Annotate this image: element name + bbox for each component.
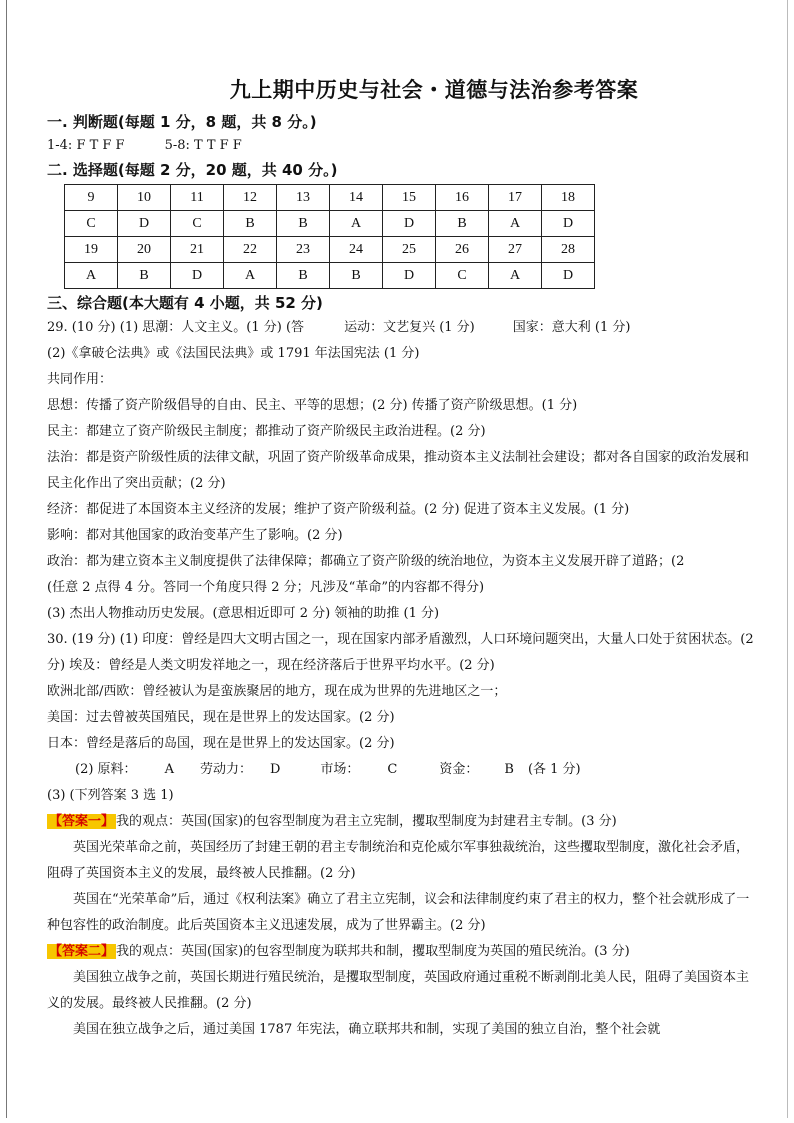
answer-1-tag: 【答案一】 — [49, 814, 115, 829]
answer-2-viewpoint — [47, 939, 761, 965]
answer-cell: A — [489, 263, 542, 289]
page-title: 九上期中历史与社会・道德与法治参考答案 — [229, 78, 639, 102]
question-number-cell: 11 — [171, 185, 224, 211]
q30-line-1: 30. (19 分) (1) 印度：曾经是四大文明古国之一，现在国家内部矛盾激烈，人口环境问题突出，大量人口处于贫困状态。(2 分) 埃及：曾经是人类文明发祥地之一，现在经济落后于世界平均水平。(2 分) — [47, 632, 754, 673]
answer-cell: D — [542, 263, 595, 289]
answer-1-viewpoint-text: 我的观点：英国(国家)的包容型制度为君主立宪制，攫取型制度为封建君主专制。(3 分) — [116, 814, 617, 829]
answer-2-viewpoint-text: 我的观点：英国(国家)的包容型制度为联邦共和制，攫取型制度为英国的殖民统治。(3 分) — [116, 944, 630, 959]
answer-1-paragraph-1: 英国光荣革命之前，英国经历了封建王朝的君主专制统治和克伦威尔军事独裁统治，这些攫取型制度，激化社会矛盾，阻碍了英国资本主义的发展，最终被人民推翻。(2 分) — [47, 840, 750, 881]
question-number-cell: 24 — [330, 237, 383, 263]
q29-line-3: 共同作用： — [47, 372, 113, 387]
q30-line-3: 美国：过去曾被英国殖民，现在是世界上的发达国家。(2 分) — [47, 710, 395, 725]
q30-capital-answer: B — [504, 762, 514, 777]
answer-cell: A — [489, 211, 542, 237]
q30-material-label: (2) 原料： — [75, 762, 137, 777]
question-number-cell: 25 — [383, 237, 436, 263]
section-3-heading: 三、综合题(本大题有 4 小题，共 52 分) — [47, 294, 323, 312]
question-number-cell: 19 — [65, 237, 118, 263]
answers-1-4: 1-4: F T F F — [47, 138, 125, 153]
question-number-cell: 10 — [118, 185, 171, 211]
q30-score-note: (各 1 分) — [527, 762, 581, 777]
question-number-cell: 12 — [224, 185, 277, 211]
answer-cell: D — [118, 211, 171, 237]
q29-line-7: 经济：都促进了本国资本主义经济的发展；维护了资产阶级利益。(2 分) 促进了资本主义发展。(1 分) — [47, 502, 630, 517]
answer-cell: B — [277, 211, 330, 237]
question-number-cell: 16 — [436, 185, 489, 211]
q29-part1-thought: 29. (10 分) (1) 思潮：人文主义。(1 分) (答 — [47, 320, 305, 335]
section-2-heading: 二. 选择题(每题 2 分，20 题，共 40 分。) — [47, 161, 338, 179]
answer-cell: A — [65, 263, 118, 289]
question-number-cell: 27 — [489, 237, 542, 263]
answer-row — [65, 263, 595, 289]
answer-cell: C — [171, 211, 224, 237]
answer-2-paragraph-2: 美国在独立战争之后，通过美国 1787 年宪法，确立联邦共和制，实现了美国的独立自治，整个社会就 — [73, 1022, 661, 1037]
q29-line-8: 影响：都对其他国家的政治变革产生了影响。(2 分) — [47, 528, 343, 543]
answer-cell: B — [330, 263, 383, 289]
question-number-cell: 20 — [118, 237, 171, 263]
q29-line-11: (3) 杰出人物推动历史发展。(意思相近即可 2 分) 领袖的助推 (1 分) — [47, 606, 440, 621]
answer-cell: C — [436, 263, 489, 289]
answers-5-8: 5-8: T T F F — [164, 138, 242, 153]
q29-line-6: 法治：都是资产阶级性质的法律文献，巩固了资产阶级革命成果，推动资本主义法制社会建设；都对各自国家的政治发展和民主化作出了突出贡献；(2 分) — [47, 450, 750, 491]
answer-cell: B — [277, 263, 330, 289]
q30-market-label: 市场： — [320, 762, 360, 777]
answer-cell: D — [383, 211, 436, 237]
q30-line-2: 欧洲北部/西欧：曾经被认为是蛮族聚居的地方，现在成为世界的先进地区之一； — [47, 684, 507, 699]
question-number-cell: 26 — [436, 237, 489, 263]
q29-line-9: 政治：都为建立资本主义制度提供了法律保障；都确立了资产阶级的统治地位，为资本主义发展开辟了道路；(2 — [47, 554, 685, 569]
answer-cell: A — [224, 263, 277, 289]
answer-1-paragraph-2: 英国在“光荣革命”后，通过《权利法案》确立了君主立宪制，议会和法律制度约束了君主的权力，整个社会就形成了一种包容性的政治制度。此后英国资本主义迅速发展，成为了世界霸主。(2 分) — [47, 892, 750, 933]
q29-line-2: (2)《拿破仑法典》或《法国民法典》或 1791 年法国宪法 (1 分) — [47, 346, 420, 361]
answer-row — [65, 211, 595, 237]
question-number-row — [65, 185, 595, 211]
question-number-cell: 28 — [542, 237, 595, 263]
question-number-cell: 13 — [277, 185, 330, 211]
answer-cell: D — [383, 263, 436, 289]
section-1-answers — [47, 134, 761, 158]
q29-line-5: 民主：都建立了资产阶级民主制度；都推动了资产阶级民主政治进程。(2 分) — [47, 424, 486, 439]
q29-part1-movement: 运动：文艺复兴 (1 分) — [344, 320, 475, 335]
question-number-cell: 17 — [489, 185, 542, 211]
q30-capital-label: 资金： — [439, 762, 479, 777]
q29-part1-country: 国家：意大利 (1 分) — [512, 320, 631, 335]
question-number-cell: 15 — [383, 185, 436, 211]
question-number-cell: 21 — [171, 237, 224, 263]
q29-line-1 — [47, 315, 761, 341]
q30-line-6: (3) (下列答案 3 选 1) — [47, 788, 174, 803]
choice-answer-table — [64, 184, 595, 289]
answer-cell: B — [224, 211, 277, 237]
q30-line-4: 日本：曾经是落后的岛国，现在是世界上的发达国家。(2 分) — [47, 736, 395, 751]
q30-labor-answer: D — [269, 762, 281, 777]
question-number-row — [65, 237, 595, 263]
question-number-cell: 9 — [65, 185, 118, 211]
answer-2-paragraph-1: 美国独立战争之前，英国长期进行殖民统治，是攫取型制度，英国政府通过重税不断剥削北美人民，阻碍了美国资本主义的发展。最终被人民推翻。(2 分) — [47, 970, 750, 1011]
answer-document — [47, 74, 761, 1043]
answer-cell: D — [542, 211, 595, 237]
answer-cell: B — [118, 263, 171, 289]
q30-labor-label: 劳动力： — [199, 762, 252, 777]
section-1-heading: 一. 判断题(每题 1 分，8 题，共 8 分。) — [47, 113, 317, 131]
answer-1-viewpoint — [47, 809, 761, 835]
answer-cell: C — [65, 211, 118, 237]
answer-cell: D — [171, 263, 224, 289]
q29-line-4: 思想：传播了资产阶级倡导的自由、民主、平等的思想；(2 分) 传播了资产阶级思想。(1 分) — [47, 398, 578, 413]
q30-market-answer: C — [387, 762, 398, 777]
answer-cell: A — [330, 211, 383, 237]
answer-cell: B — [436, 211, 489, 237]
question-number-cell: 22 — [224, 237, 277, 263]
question-number-cell: 18 — [542, 185, 595, 211]
answer-2-tag: 【答案二】 — [49, 944, 115, 959]
q30-line-5 — [47, 757, 761, 783]
question-number-cell: 14 — [330, 185, 383, 211]
q29-line-10: (任意 2 点得 4 分。答同一个角度只得 2 分；凡涉及“革命”的内容都不得分) — [47, 580, 485, 595]
q30-material-answer: A — [164, 762, 174, 777]
question-number-cell: 23 — [277, 237, 330, 263]
